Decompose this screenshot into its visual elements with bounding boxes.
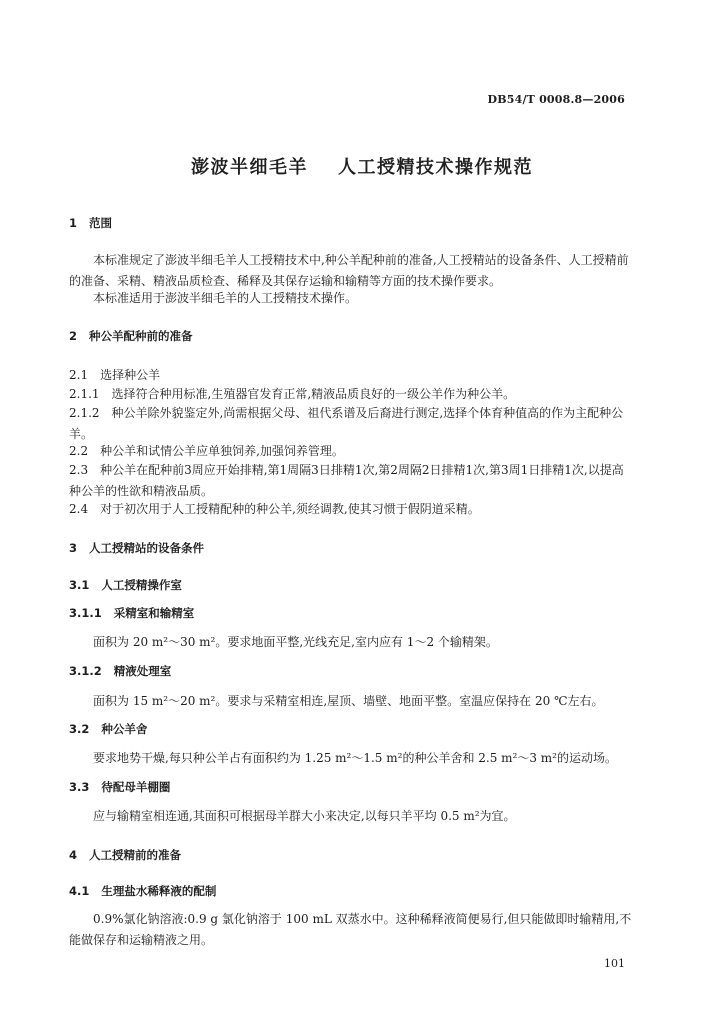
clause-3-1-2 (69, 661, 635, 682)
clause-3-2 (69, 719, 635, 740)
section-number: 1 (69, 216, 78, 230)
clause-number: 2.4 (69, 502, 89, 516)
clause-2-1 (69, 365, 635, 386)
clause-number: 2.1 (69, 368, 89, 382)
section-1-paragraph-2: 本标准适用于澎波半细毛羊的人工授精技术操作。 (93, 291, 358, 305)
clause-2-1-2 (69, 403, 635, 445)
clause-number: 3.1 (69, 578, 90, 592)
section-3-heading (69, 538, 635, 559)
clause-3-3 (69, 777, 635, 798)
clause-text: 采精室和输精室 (113, 606, 195, 620)
section-number: 2 (69, 329, 78, 343)
clause-text: 生理盐水稀释液的配制 (101, 884, 217, 898)
clause-number: 2.1.2 (69, 406, 100, 420)
clause-4-1 (69, 881, 635, 902)
clause-number: 3.3 (69, 780, 90, 794)
clause-number: 3.2 (69, 722, 90, 736)
clause-3-1 (69, 575, 635, 596)
clause-number: 2.1.1 (69, 387, 100, 401)
clause-3-1-1 (69, 603, 635, 624)
clause-2-2 (69, 441, 635, 462)
clause-number: 3.1.2 (69, 664, 102, 678)
clause-text: 人工授精操作室 (101, 578, 182, 592)
page-number: 101 (604, 957, 625, 970)
section-1-heading (69, 213, 635, 234)
section-2-heading (69, 326, 635, 347)
section-number: 3 (69, 541, 78, 555)
section-4-heading (69, 845, 635, 866)
clause-3-2-paragraph: 要求地势干燥,每只种公羊占有面积约为 1.25 m²～1.5 m²的种公羊舍和 2.5 m²～3 m²的运动场。 (93, 751, 617, 765)
clause-3-3-paragraph: 应与输精室相连通,其面积可根据母羊群大小来决定,以每只羊平均 0.5 m²为宜。 (93, 809, 516, 823)
section-number: 4 (69, 848, 78, 862)
clause-number: 2.2 (69, 444, 89, 458)
title-part-2: 人工授精技术操作规范 (338, 157, 533, 178)
standard-code: DB54/T 0008.8—2006 (487, 93, 625, 106)
clause-text: 选择种公羊 (100, 368, 161, 382)
section-title: 人工授精站的设备条件 (89, 541, 205, 555)
clause-number: 4.1 (69, 884, 90, 898)
section-title: 人工授精前的准备 (89, 848, 182, 862)
clause-number: 3.1.1 (69, 606, 102, 620)
clause-2-1-1 (69, 384, 635, 405)
document-title (0, 153, 724, 179)
clause-text: 待配母羊棚圈 (101, 780, 171, 794)
clause-text: 种公羊除外貌鉴定外,尚需根据父母、祖代系谱及后裔进行测定,选择个体育种值高的作为主配种公羊。 (69, 406, 624, 441)
clause-4-1-paragraph: 0.9%氯化钠溶液:0.9 g 氯化钠溶于 100 mL 双蒸水中。这种稀释液简便易行,但只能做即时输精用,不能做保存和运输精液之用。 (69, 912, 632, 947)
title-part-1: 澎波半细毛羊 (191, 157, 308, 178)
clause-text: 种公羊在配种前3周应开始排精,第1周隔3日排精1次,第2周隔2日排精1次,第3周1日排精1次,以提高种公羊的性欲和精液品质。 (69, 463, 624, 498)
clause-text: 种公羊和试情公羊应单独饲养,加强饲养管理。 (100, 444, 344, 458)
section-title: 范围 (89, 216, 113, 230)
clause-number: 2.3 (69, 463, 89, 477)
clause-3-1-1-paragraph: 面积为 20 m²～30 m²。要求地面平整,光线充足,室内应有 1～2 个输精架。 (93, 635, 498, 649)
clause-2-4 (69, 499, 635, 520)
clause-text: 精液处理室 (113, 664, 172, 678)
clause-text: 对于初次用于人工授精配种的种公羊,须经调教,使其习惯于假阴道采精。 (100, 502, 480, 516)
clause-3-1-2-paragraph: 面积为 15 m²～20 m²。要求与采精室相连,屋顶、墙壁、地面平整。室温应保持在 20 ℃左右。 (93, 694, 604, 708)
clause-2-3 (69, 460, 635, 502)
clause-text: 种公羊舍 (101, 722, 148, 736)
section-1-paragraph-1: 本标准规定了澎波半细毛羊人工授精技术中,种公羊配种前的准备,人工授精站的设备条件、人工授精前的准备、采精、精液品质检查、稀释及其保存运输和输精等方面的技术操作要求。 (69, 253, 629, 288)
section-title: 种公羊配种前的准备 (89, 329, 193, 343)
clause-text: 选择符合种用标准,生殖器官发育正常,精液品质良好的一级公羊作为种公羊。 (111, 387, 516, 401)
